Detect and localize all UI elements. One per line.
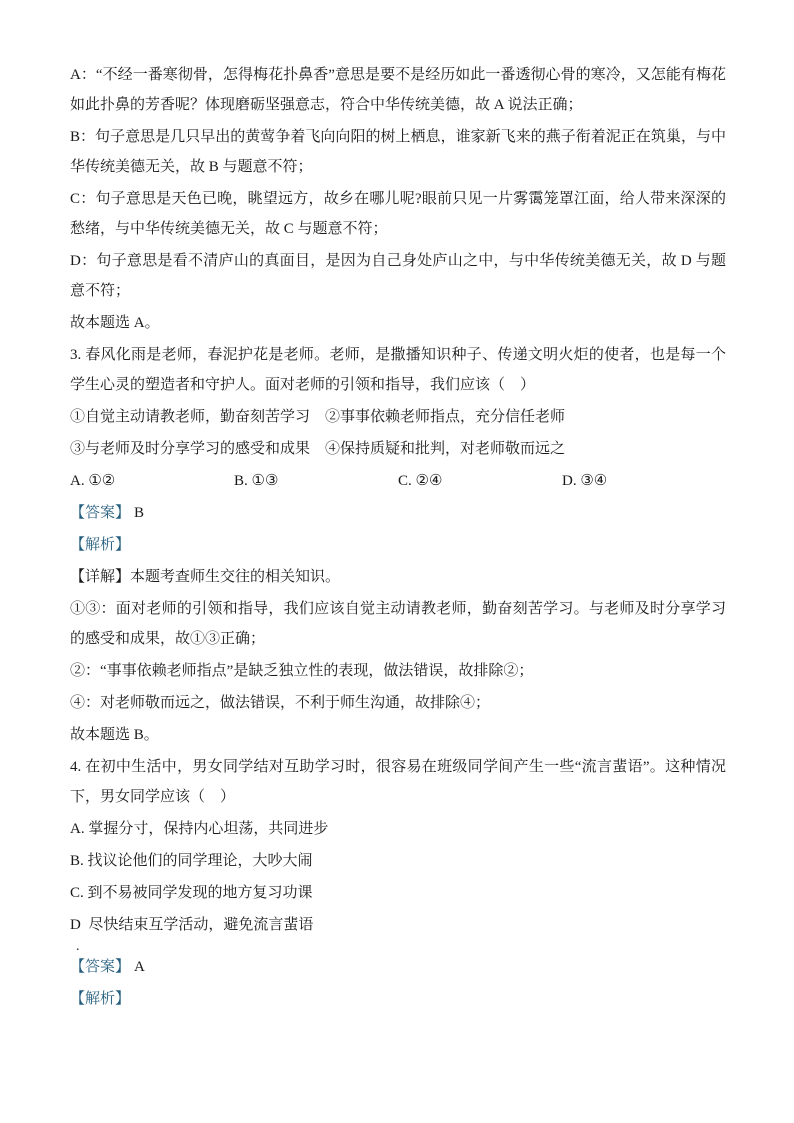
q3-stem: 3. 春风化雨是老师，春泥护花是老师。老师，是撒播知识种子、传递文明火炬的使者，也是每一个学生心灵的塑造者和守护人。面对老师的引领和指导，我们应该（ ） — [70, 347, 726, 393]
q4-option-c: C. 到不易被同学发现的地方复习功课 — [70, 885, 313, 901]
q2-conclusion: 故本题选 A。 — [70, 315, 160, 331]
q4-option-d: D 尽快结束互学活动，避免流言蜚语 . — [70, 910, 726, 940]
q4-analysis-line — [70, 984, 726, 1014]
q4-stem: 4. 在初中生活中，男女同学结对互助学习时，很容易在班级同学间产生一些“流言蜚语”。这种情况下，男女同学应该（ ） — [70, 759, 726, 805]
choice-option: B. ①③ — [234, 473, 279, 489]
answer-value: A — [134, 959, 145, 975]
q2-explain-option-b: B：句子意思是几只早出的黄莺争着飞向向阳的树上栖息，谁家新飞来的燕子衔着泥正在筑巢，与中华传统美德无关，故 B 与题意不符； — [70, 129, 726, 175]
q2-explain-option-a: A：“不经一番寒彻骨，怎得梅花扑鼻香”意思是要不是经历如此一番透彻心骨的寒冷，又怎能有梅花如此扑鼻的芳香呢？体现磨砺坚强意志，符合中华传统美德，故 A 说法正确； — [70, 67, 726, 113]
analysis-label: 【解析】 — [70, 991, 131, 1007]
q3-analysis-line — [70, 530, 726, 560]
q3-conclusion: 故本题选 B。 — [70, 727, 159, 743]
q4-answer-line — [70, 952, 726, 982]
q3-answer-line — [70, 498, 726, 528]
choice-option: D. ③④ — [562, 473, 608, 489]
q3-choices-row — [70, 466, 726, 496]
choice-option: C. ②④ — [398, 473, 443, 489]
q4-option-a: A. 掌握分寸，保持内心坦荡，共同进步 — [70, 821, 329, 837]
answer-label: 【答案】 — [70, 505, 131, 521]
q3-detail: 【详解】本题考查师生交往的相关知识。 — [70, 569, 341, 585]
q3-explain-2: ②：“事事依赖老师指点”是缺乏独立性的表现，做法错误，故排除②； — [70, 663, 534, 679]
q3-explain-4: ④：对老师敬而远之，做法错误，不利于师生沟通，故排除④； — [70, 695, 491, 711]
q3-items-3-4: ③与老师及时分享学习的感受和成果 ④保持质疑和批判，对老师敬而远之 — [70, 441, 566, 457]
q3-items-1-2: ①自觉主动请教老师，勤奋刻苦学习 ②事事依赖老师指点，充分信任老师 — [70, 409, 566, 425]
choice-option: A. ①② — [70, 473, 116, 489]
q2-explain-option-c: C：句子意思是天色已晚，眺望远方，故乡在哪儿呢?眼前只见一片雾霭笼罩江面，给人带来深深的愁绪，与中华传统美德无关，故 C 与题意不符； — [70, 191, 726, 237]
q4-option-b: B. 找议论他们的同学理论，大吵大闹 — [70, 853, 313, 869]
answer-label: 【答案】 — [70, 959, 131, 975]
analysis-label: 【解析】 — [70, 537, 131, 553]
q3-explain-1-3: ①③：面对老师的引领和指导，我们应该自觉主动请教老师，勤奋刻苦学习。与老师及时分享学习的感受和成果，故①③正确； — [70, 601, 726, 647]
q2-explain-option-d: D：句子意思是看不清庐山的真面目，是因为自己身处庐山之中，与中华传统美德无关，故 D 与题意不符； — [70, 253, 726, 299]
answer-value: B — [134, 505, 145, 521]
